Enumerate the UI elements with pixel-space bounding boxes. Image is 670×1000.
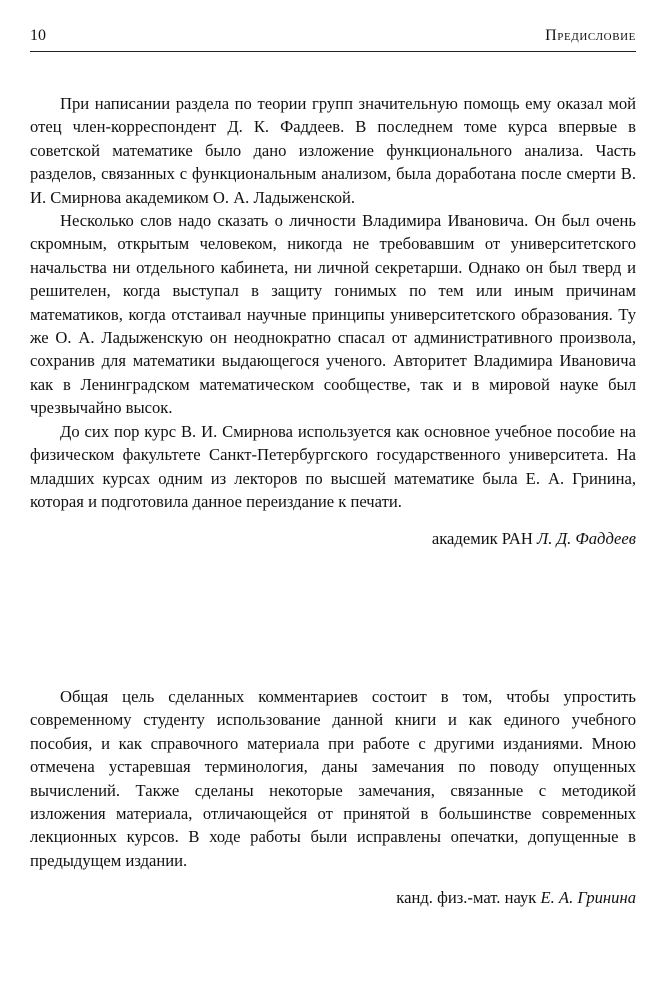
section-title: Предисловие	[545, 27, 636, 44]
signature-name: Л. Д. Фаддеев	[537, 529, 636, 549]
paragraph: При написании раздела по теории групп значительную помощь ему оказал мой отец член-корреспондент Д. К. Фаддеев. В последнем томе курса впервые в советской математике было дано изложение функционального анализа. Часть разделов, связанных с функциональным анализом, была доработана после смерти В. И. Смирнова академиком О. А. Ладыженской.	[30, 94, 636, 207]
running-head	[30, 27, 636, 49]
page-number: 10	[30, 27, 46, 44]
paragraph: Общая цель сделанных комментариев состоит в том, чтобы упростить современному студенту использование данной книги и как единого учебного пособия, и как справочного материала при работе с другими изданиями. Мною отмечена устаревшая терминология, даны замечания по поводу опущенных вычислений. Также сделаны некоторые замечания, связанные с методикой изложения материала, отличающейся от принятой в большинстве современных лекционных курсов. В ходе работы были исправлены опечатки, допущенные в предыдущем издании.	[30, 687, 636, 870]
signature-name: Е. А. Гринина	[540, 888, 636, 908]
preface-signature	[30, 527, 636, 550]
signature-title: канд. физ.-мат. наук	[396, 888, 537, 908]
editor-signature	[30, 886, 636, 909]
header-rule	[30, 51, 636, 52]
editor-note-text	[30, 685, 636, 910]
paragraph: Несколько слов надо сказать о личности Владимира Ивановича. Он был очень скромным, открытым человеком, никогда не требовавшим от университетского начальства ни отдельного кабинета, ни личной секретарши. Однако он был тверд и решителен, когда выступал в защиту гонимых по тем или иным причинам математиков, когда отстаивал научные принципы университетского образования. Ту же О. А. Ладыженскую он неоднократно спасал от административного произвола, сохранив для математики выдающегося ученого. Авторитет Владимира Ивановича как в Ленинградском математическом сообществе, так и в мировой науке был чрезвычайно высок.	[30, 211, 636, 418]
preface-text	[30, 92, 636, 551]
paragraph: До сих пор курс В. И. Смирнова используется как основное учебное пособие на физическом факультете Санкт-Петербургского государственного университета. На младших курсах одним из лекторов по высшей математике была Е. А. Гринина, которая и подготовила данное переиздание к печати.	[30, 421, 636, 511]
signature-title: академик РАН	[431, 529, 533, 549]
